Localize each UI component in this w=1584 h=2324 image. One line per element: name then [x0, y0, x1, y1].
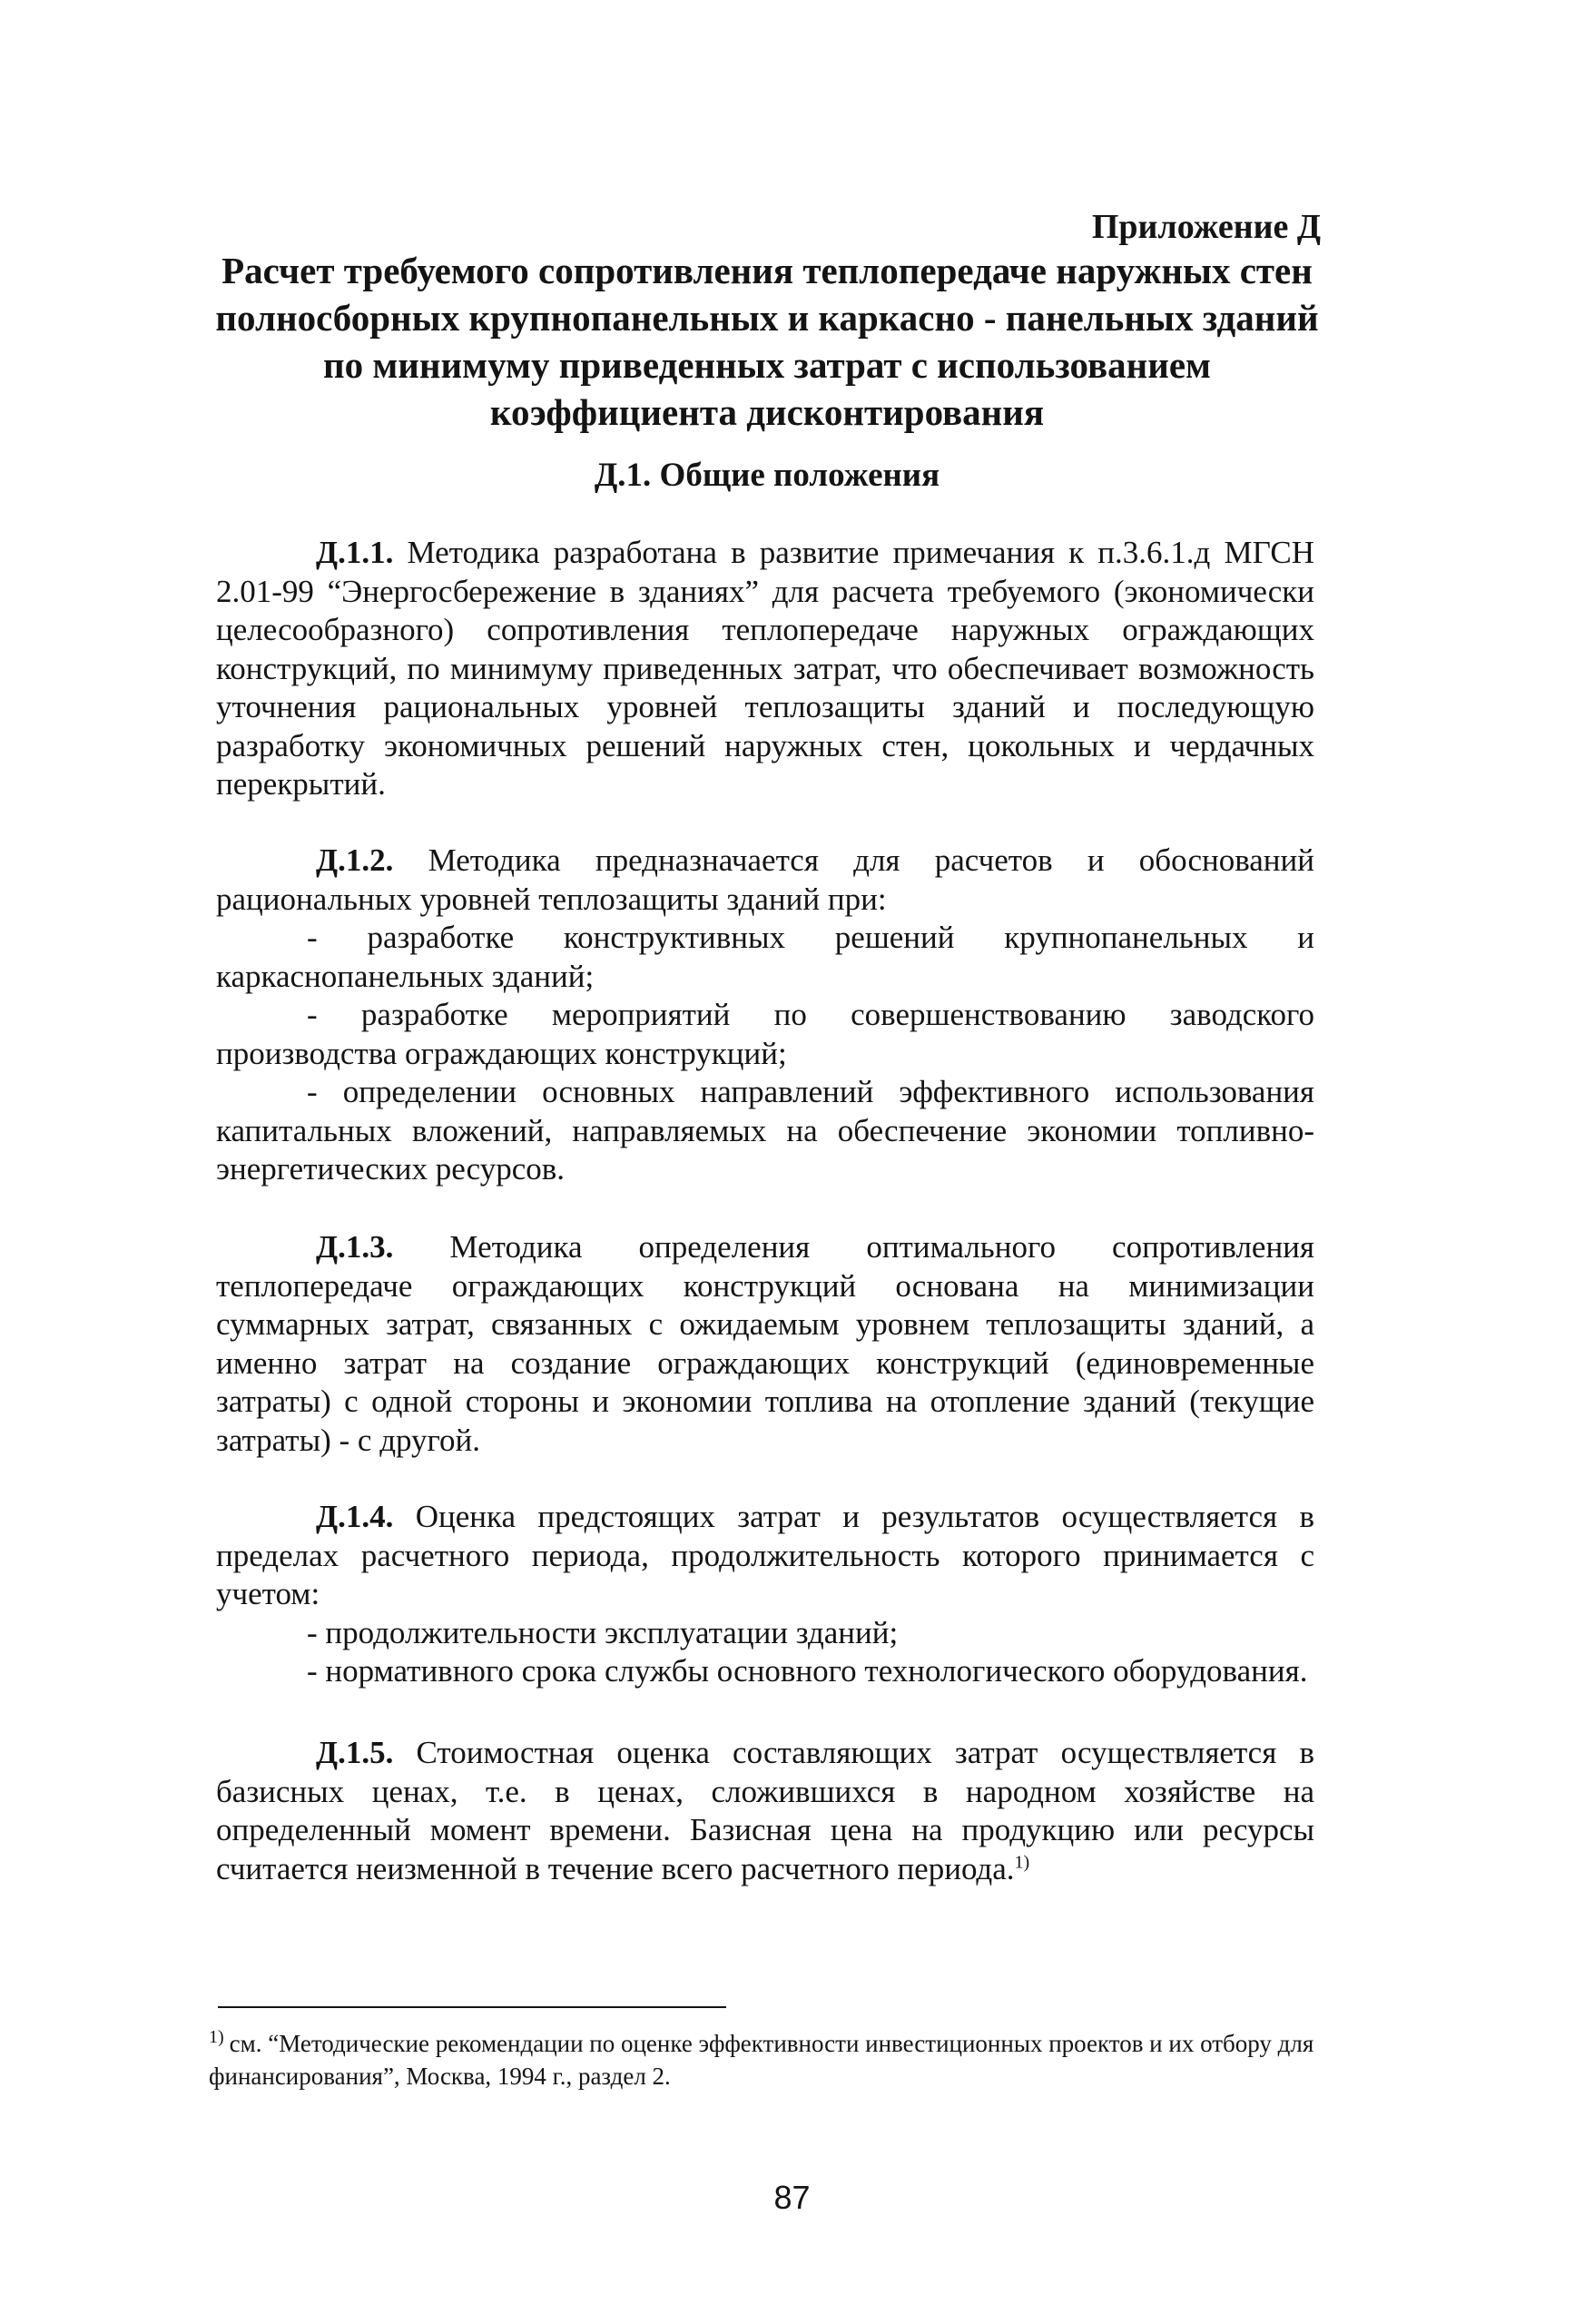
paragraph-d-1-1 — [216, 534, 1314, 804]
footnote-reference: 1) — [1014, 1851, 1030, 1872]
paragraph-text: Стоимостная оценка составляющих затрат осуществляется в базисных ценах, т.е. в ценах, сложившихся в народном хозяйстве на определенный момент времени. Базисная цена на продукцию или ресурсы считается неизменной в течение всего расчетного периода. — [216, 1735, 1315, 1886]
list-item: - разработке мероприятий по совершенствованию заводского производства ограждающих конструкций; — [216, 996, 1314, 1073]
paragraph-d-1-3 — [216, 1228, 1314, 1460]
section-heading: Д.1. Общие положения — [594, 457, 940, 494]
paragraph-body — [216, 842, 1314, 919]
list-item: - разработке конструктивных решений крупнопанельных и каркаснопанельных зданий; — [216, 919, 1314, 996]
appendix-label: Приложение Д — [1091, 208, 1321, 246]
paragraph-text: Методика предназначается для расчетов и обоснований рациональных уровней теплозащиты зданий при: — [216, 842, 1314, 917]
paragraph-body — [216, 1734, 1314, 1888]
list-item: - нормативного срока службы основного технологического оборудования. — [216, 1652, 1314, 1691]
paragraph-number: Д.1.1. — [316, 535, 394, 570]
paragraph-body — [216, 534, 1314, 804]
paragraph-text: Методика разработана в развитие примечания к п.3.6.1.д МГСН 2.01-99 “Энергосбережение в зданиях” для расчета требуемого (экономически целесообразного) сопротивления теплопередаче наружных ограждающих конструкций, по минимуму приведенных затрат, что обеспечивает возможность уточнения рациональных уровней теплозащиты зданий и последующую разработку экономичных решений наружных стен, цокольных и чердачных перекрытий. — [216, 535, 1315, 802]
paragraph-text: Методика определения оптимального сопротивления теплопередаче ограждающих конструкций основана на минимизации суммарных затрат, связанных с ожидаемым уровнем теплозащиты зданий, а именно затрат на создание ограждающих конструкций (единовременные затраты) с одной стороны и экономии топлива на отопление зданий (текущие затраты) - с другой. — [216, 1229, 1314, 1458]
paragraph-body — [216, 1498, 1314, 1614]
page-number: 87 — [773, 2179, 811, 2216]
footnote-text: см. “Методические рекомендации по оценке эффективности инвестиционных проектов и их отбору для финансирования”, Москва, 1994 г., раздел 2. — [209, 2030, 1314, 2090]
footnote-divider — [218, 2006, 726, 2008]
paragraph-number: Д.1.4. — [316, 1499, 394, 1534]
document-title: Расчет требуемого сопротивления теплопередаче наружных стен полносборных крупнопанельных и каркасно - панельных зданий по минимуму приведенных затрат с использованием коэффициента дисконтирования — [215, 250, 1319, 433]
list-item: - продолжительности эксплуатации зданий; — [216, 1614, 1314, 1653]
paragraph-number: Д.1.2. — [316, 842, 394, 878]
paragraph-text: Оценка предстоящих затрат и результатов осуществляется в пределах расчетного периода, продолжительность которого принимается с учетом: — [216, 1499, 1314, 1611]
paragraph-number: Д.1.3. — [316, 1229, 394, 1265]
footnote — [209, 2021, 1316, 2093]
paragraph-d-1-2 — [216, 842, 1314, 1189]
paragraph-d-1-4 — [216, 1498, 1314, 1691]
paragraph-number: Д.1.5. — [316, 1735, 394, 1770]
footnote-mark: 1) — [209, 2027, 224, 2047]
paragraph-d-1-5 — [216, 1734, 1314, 1888]
list-item: - определении основных направлений эффективного использования капитальных вложений, направляемых на обеспечение экономии топливно-энергетических ресурсов. — [216, 1073, 1314, 1189]
paragraph-body — [216, 1228, 1314, 1460]
